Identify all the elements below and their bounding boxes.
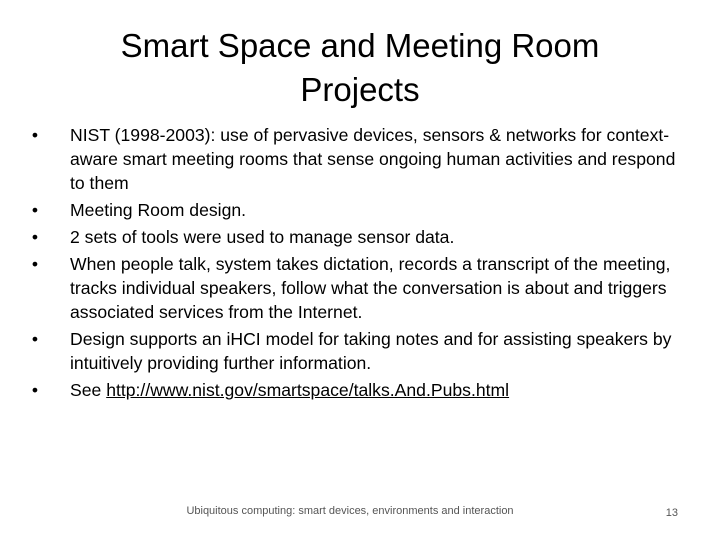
bullet-link-prefix: See <box>70 380 107 400</box>
page-number: 13 <box>665 507 678 519</box>
bullet-text: 2 sets of tools were used to manage sensor data. <box>70 227 455 247</box>
bullet-text: NIST (1998-2003): use of pervasive devices, sensors & networks for context-aware smart meeting rooms that sense ongoing human activities and respond to them <box>70 125 676 193</box>
bullet-dot-icon: • <box>31 200 39 220</box>
bullet-item <box>28 252 688 324</box>
bullet-dot-icon: • <box>31 329 39 349</box>
slide-title: Smart Space and Meeting Room Projects <box>120 27 600 108</box>
bullet-dot-icon: • <box>31 227 39 247</box>
bullet-list <box>28 123 688 405</box>
bullet-text: When people talk, system takes dictation, records a transcript of the meeting, tracks individual speakers, follow what the conversation is about and triggers associated services from the Internet. <box>70 254 671 322</box>
bullet-item <box>28 198 688 222</box>
bullet-dot-icon: • <box>31 254 39 274</box>
nist-smartspace-link[interactable]: http://www.nist.gov/smartspace/talks.And.Pubs.html <box>106 380 510 400</box>
bullet-dot-icon: • <box>31 380 39 400</box>
bullet-item <box>28 327 688 375</box>
slide-footer: Ubiquitous computing: smart devices, environments and interaction <box>186 505 514 517</box>
bullet-dot-icon: • <box>31 125 39 145</box>
bullet-text: Design supports an iHCI model for taking notes and for assisting speakers by intuitively providing further information. <box>70 329 672 373</box>
bullet-item <box>28 123 688 195</box>
bullet-item-link <box>28 378 688 402</box>
bullet-item <box>28 225 688 249</box>
bullet-text: Meeting Room design. <box>70 200 247 220</box>
